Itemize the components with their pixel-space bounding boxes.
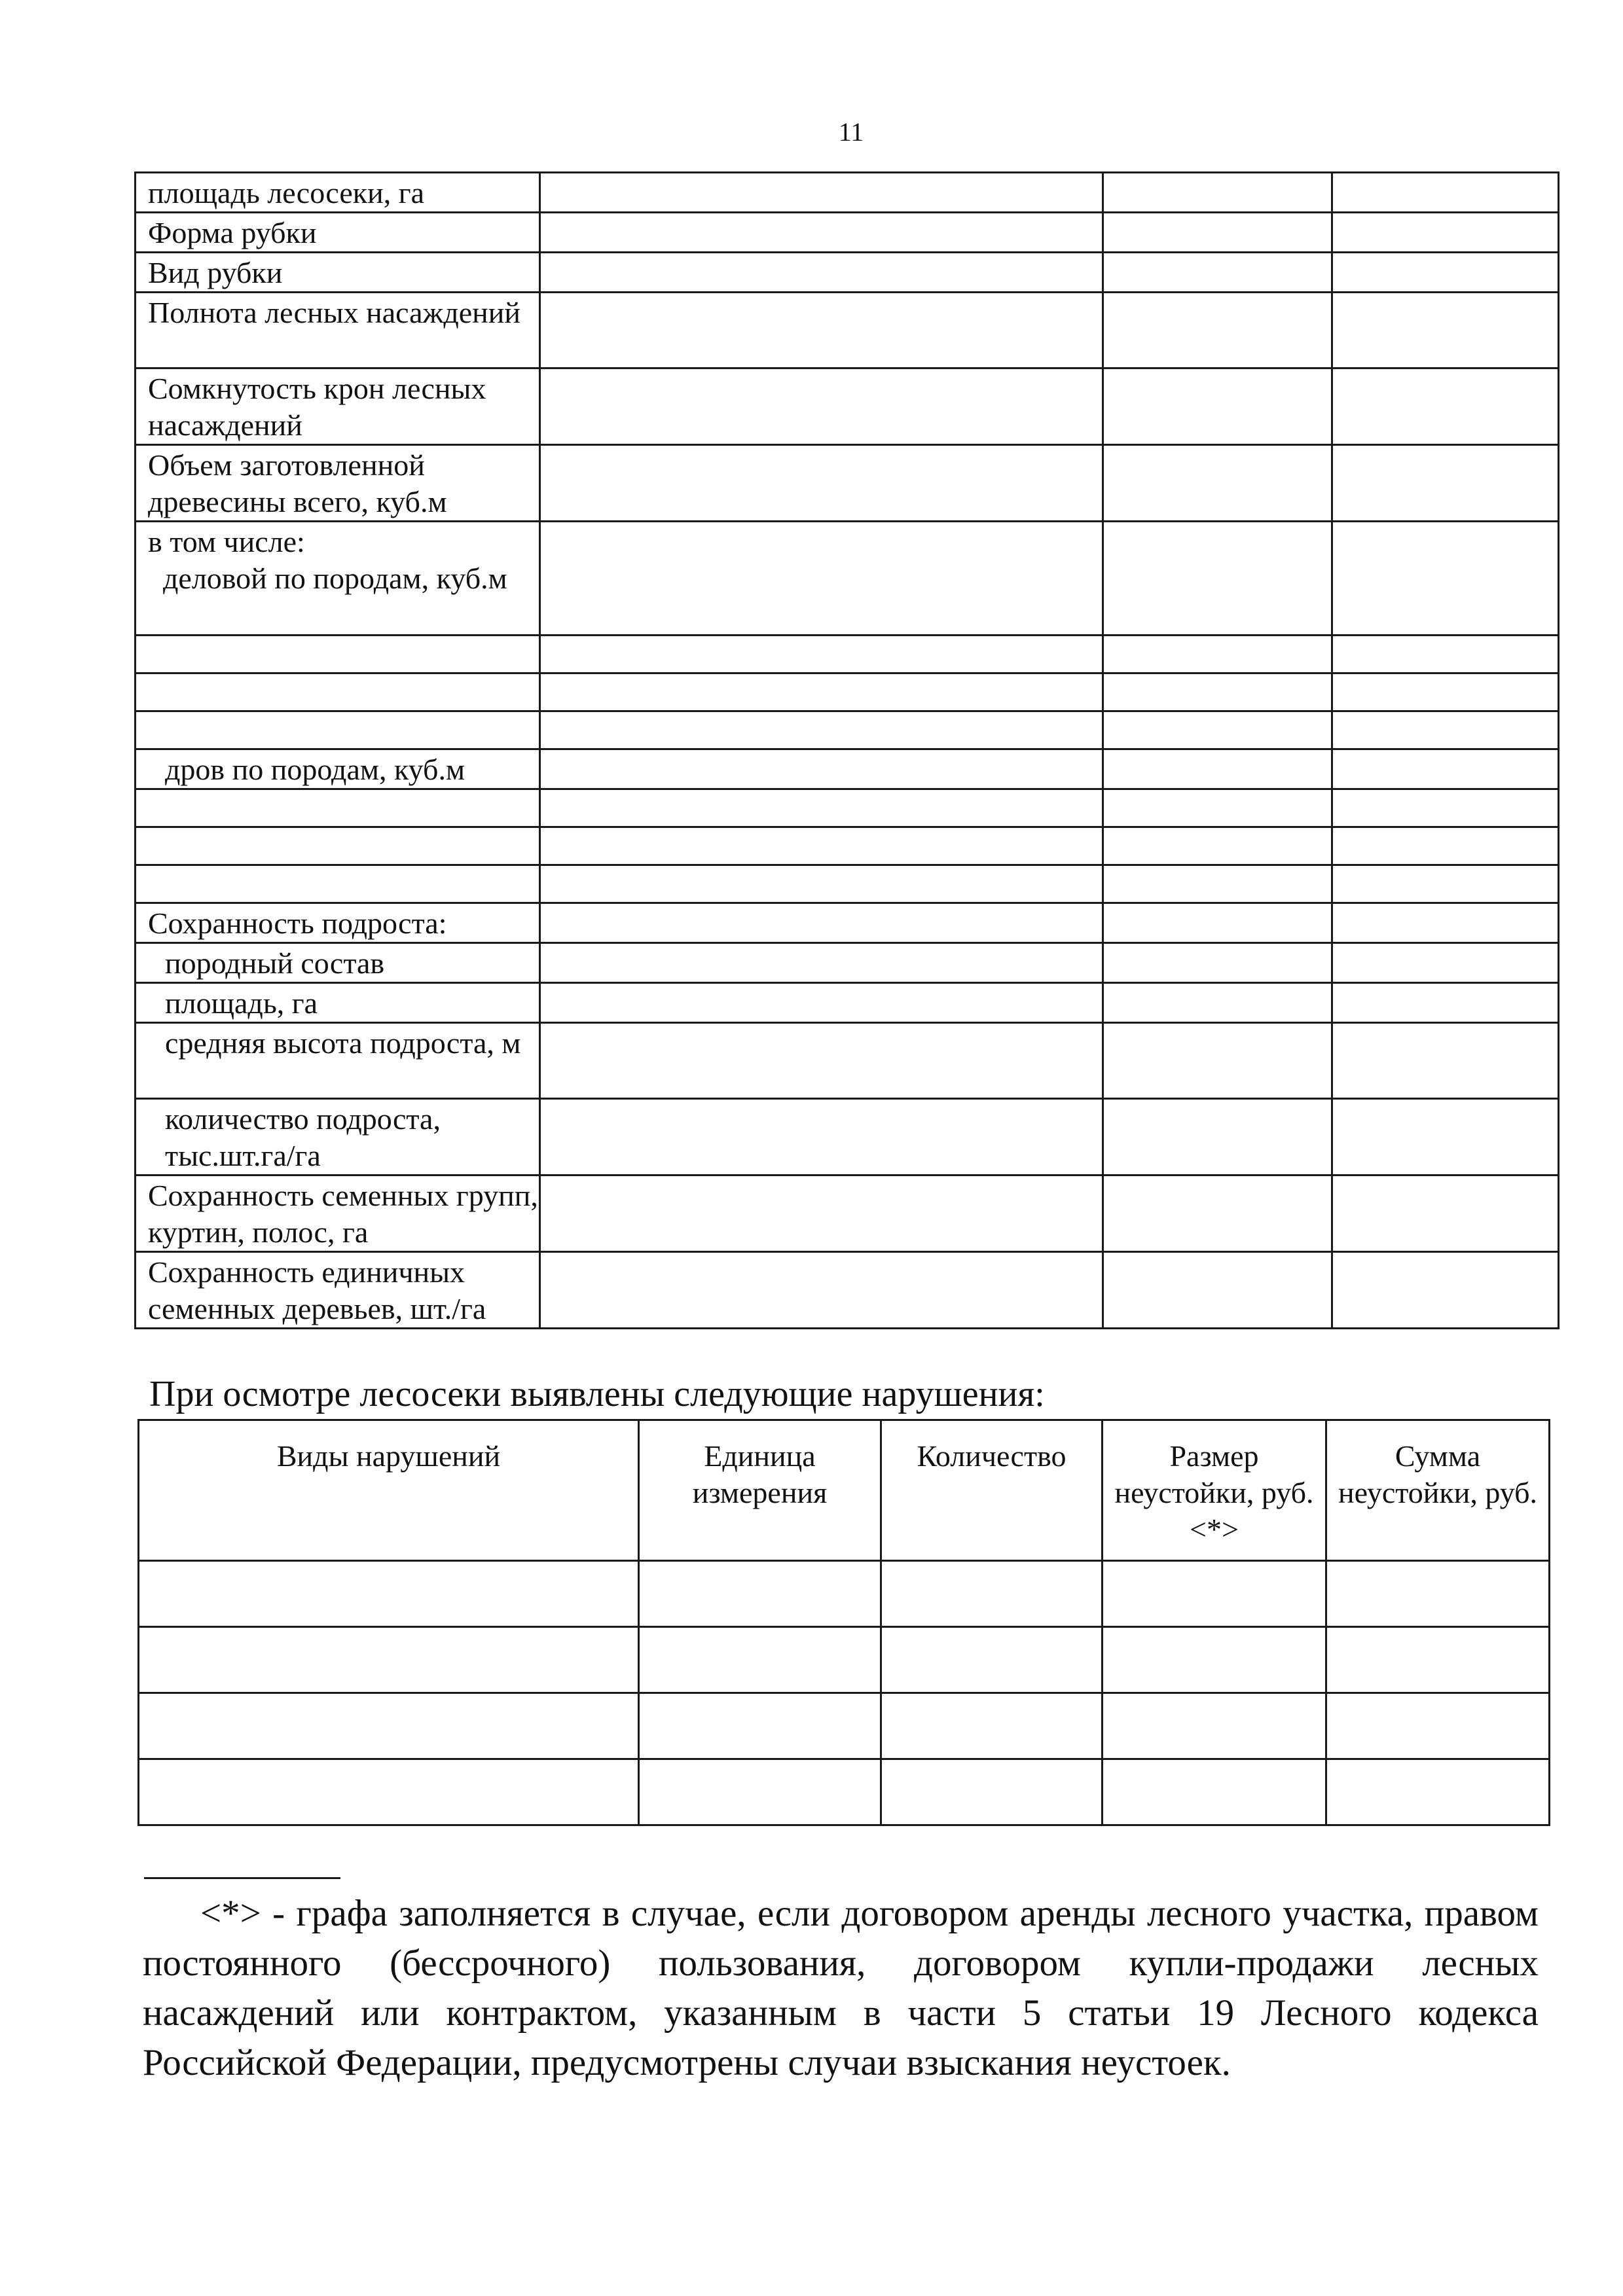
parameter-value-cell[interactable] <box>1332 522 1559 636</box>
violation-row <box>139 1561 1550 1627</box>
violation-cell[interactable] <box>1326 1693 1550 1759</box>
parameter-value-cell[interactable] <box>540 1023 1103 1099</box>
violation-row <box>139 1759 1550 1825</box>
parameter-label: породный состав <box>136 943 540 983</box>
parameter-row <box>136 213 1559 253</box>
parameter-row <box>136 1252 1559 1329</box>
violation-cell[interactable] <box>881 1561 1103 1627</box>
parameter-label: количество подроста, тыс.шт.га/га <box>136 1099 540 1175</box>
violation-cell[interactable] <box>639 1693 881 1759</box>
parameter-label: Форма рубки <box>136 213 540 253</box>
parameter-label <box>136 636 540 673</box>
parameter-value-cell[interactable] <box>1103 636 1332 673</box>
parameter-value-cell[interactable] <box>1103 865 1332 903</box>
parameter-value-cell[interactable] <box>1332 983 1559 1023</box>
parameter-row <box>136 1099 1559 1175</box>
violation-cell[interactable] <box>1103 1627 1326 1693</box>
violations-col-penalty-rate: Размер неустойки, руб. <*> <box>1103 1420 1326 1561</box>
parameter-value-cell[interactable] <box>540 636 1103 673</box>
violation-row <box>139 1693 1550 1759</box>
parameter-value-cell[interactable] <box>540 293 1103 368</box>
parameter-label <box>136 673 540 711</box>
violation-cell[interactable] <box>1326 1627 1550 1693</box>
parameter-value-cell[interactable] <box>1332 903 1559 943</box>
parameter-value-cell[interactable] <box>540 673 1103 711</box>
parameter-row <box>136 173 1559 213</box>
violations-heading: При осмотре лесосеки выявлены следующие нарушения: <box>149 1374 1045 1414</box>
violation-cell[interactable] <box>139 1759 639 1825</box>
parameter-row <box>136 673 1559 711</box>
violation-cell[interactable] <box>881 1759 1103 1825</box>
parameter-value-cell[interactable] <box>1103 789 1332 827</box>
parameter-value-cell[interactable] <box>1332 213 1559 253</box>
parameter-row <box>136 636 1559 673</box>
footnote-rule <box>144 1877 340 1879</box>
parameter-label: площадь, га <box>136 983 540 1023</box>
parameter-value-cell[interactable] <box>1103 711 1332 749</box>
parameter-value-cell[interactable] <box>540 943 1103 983</box>
parameter-row <box>136 253 1559 293</box>
violations-col-unit: Единица измерения <box>639 1420 881 1561</box>
parameter-label: Сомкнутость крон лесных насаждений <box>136 368 540 445</box>
parameter-label: Полнота лесных насаждений <box>136 293 540 368</box>
parameter-value-cell[interactable] <box>1103 1175 1332 1252</box>
parameter-row <box>136 827 1559 865</box>
parameter-label <box>136 711 540 749</box>
parameter-value-cell[interactable] <box>1103 1099 1332 1175</box>
parameter-label: Сохранность единичных семенных деревьев, шт./га <box>136 1252 540 1329</box>
parameter-value-cell[interactable] <box>1103 903 1332 943</box>
violation-cell[interactable] <box>1103 1561 1326 1627</box>
parameter-value-cell[interactable] <box>1332 943 1559 983</box>
parameter-value-cell[interactable] <box>540 749 1103 789</box>
parameter-value-cell[interactable] <box>1103 943 1332 983</box>
parameter-value-cell[interactable] <box>1332 827 1559 865</box>
parameter-value-cell[interactable] <box>540 711 1103 749</box>
parameter-row <box>136 1175 1559 1252</box>
parameters-table <box>134 171 1559 1329</box>
violations-col-quantity: Количество <box>881 1420 1103 1561</box>
parameter-value-cell[interactable] <box>1332 711 1559 749</box>
parameter-label: в том числе: деловой по породам, куб.м <box>136 522 540 636</box>
parameter-value-cell[interactable] <box>1332 865 1559 903</box>
parameter-value-cell[interactable] <box>540 1099 1103 1175</box>
parameter-value-cell[interactable] <box>540 789 1103 827</box>
parameter-value-cell[interactable] <box>1332 293 1559 368</box>
parameter-value-cell[interactable] <box>1103 1023 1332 1099</box>
violation-cell[interactable] <box>1103 1693 1326 1759</box>
violations-header-row <box>139 1420 1550 1561</box>
parameter-value-cell[interactable] <box>540 903 1103 943</box>
parameters-table-body <box>136 173 1559 1329</box>
parameter-label: Сохранность подроста: <box>136 903 540 943</box>
parameter-value-cell[interactable] <box>540 522 1103 636</box>
parameter-value-cell[interactable] <box>540 253 1103 293</box>
violation-cell[interactable] <box>139 1561 639 1627</box>
violations-table-body <box>139 1561 1550 1825</box>
footnote-text: <*> - графа заполняется в случае, если договором аренды лесного участка, правом постоянного (бессрочного) пользования, договором купли-продажи лесных насаждений или контрактом, указанным в части 5 статьи 19 Лесного кодекса Российской Федерации, предусмотрены случаи взыскания неустоек. <box>143 1893 1539 2083</box>
parameter-row <box>136 903 1559 943</box>
violation-cell[interactable] <box>639 1561 881 1627</box>
parameter-value-cell[interactable] <box>1103 253 1332 293</box>
parameter-value-cell[interactable] <box>1332 1252 1559 1329</box>
page-number: 11 <box>838 117 864 147</box>
parameter-value-cell[interactable] <box>1332 789 1559 827</box>
parameter-label: Сохранность семенных групп, куртин, полос, га <box>136 1175 540 1252</box>
parameter-row <box>136 368 1559 445</box>
parameter-value-cell[interactable] <box>1103 673 1332 711</box>
parameter-label <box>136 827 540 865</box>
parameter-label <box>136 865 540 903</box>
parameter-value-cell[interactable] <box>540 865 1103 903</box>
parameter-row <box>136 445 1559 522</box>
parameter-label: площадь лесосеки, га <box>136 173 540 213</box>
violation-cell[interactable] <box>1103 1759 1326 1825</box>
parameter-value-cell[interactable] <box>540 1175 1103 1252</box>
parameter-label: Объем заготовленной древесины всего, куб.м <box>136 445 540 522</box>
violation-cell[interactable] <box>139 1627 639 1693</box>
violation-cell[interactable] <box>881 1693 1103 1759</box>
parameter-value-cell[interactable] <box>1332 1099 1559 1175</box>
parameter-row <box>136 983 1559 1023</box>
parameter-value-cell[interactable] <box>540 368 1103 445</box>
parameter-row <box>136 522 1559 636</box>
parameter-value-cell[interactable] <box>1103 368 1332 445</box>
parameter-value-cell[interactable] <box>540 1252 1103 1329</box>
parameter-value-cell[interactable] <box>1103 293 1332 368</box>
parameter-value-cell[interactable] <box>1103 522 1332 636</box>
parameter-label: средняя высота подроста, м <box>136 1023 540 1099</box>
parameter-row <box>136 711 1559 749</box>
violation-cell[interactable] <box>639 1759 881 1825</box>
parameter-value-cell[interactable] <box>1103 827 1332 865</box>
violation-row <box>139 1627 1550 1693</box>
parameter-row <box>136 789 1559 827</box>
parameter-value-cell[interactable] <box>540 445 1103 522</box>
parameter-label: дров по породам, куб.м <box>136 749 540 789</box>
violation-cell[interactable] <box>1326 1759 1550 1825</box>
parameter-value-cell[interactable] <box>1332 636 1559 673</box>
violation-cell[interactable] <box>1326 1561 1550 1627</box>
parameter-row <box>136 1023 1559 1099</box>
parameter-value-cell[interactable] <box>1103 983 1332 1023</box>
parameter-label <box>136 789 540 827</box>
parameter-value-cell[interactable] <box>1332 1175 1559 1252</box>
parameter-row <box>136 865 1559 903</box>
parameter-value-cell[interactable] <box>1103 173 1332 213</box>
parameter-value-cell[interactable] <box>1103 445 1332 522</box>
parameter-value-cell[interactable] <box>540 983 1103 1023</box>
parameter-value-cell[interactable] <box>1332 1023 1559 1099</box>
parameter-row <box>136 293 1559 368</box>
parameter-value-cell[interactable] <box>1332 253 1559 293</box>
violation-cell[interactable] <box>139 1693 639 1759</box>
parameter-value-cell[interactable] <box>540 173 1103 213</box>
parameter-value-cell[interactable] <box>1103 1252 1332 1329</box>
parameter-value-cell[interactable] <box>1332 445 1559 522</box>
parameter-row <box>136 943 1559 983</box>
violations-col-type: Виды нарушений <box>139 1420 639 1561</box>
parameter-value-cell[interactable] <box>1332 173 1559 213</box>
parameter-value-cell[interactable] <box>1332 749 1559 789</box>
parameter-value-cell[interactable] <box>1332 673 1559 711</box>
parameter-row <box>136 749 1559 789</box>
parameter-value-cell[interactable] <box>1103 213 1332 253</box>
parameter-value-cell[interactable] <box>540 827 1103 865</box>
parameter-label: Вид рубки <box>136 253 540 293</box>
violation-cell[interactable] <box>639 1627 881 1693</box>
violation-cell[interactable] <box>881 1627 1103 1693</box>
violations-table <box>137 1419 1550 1826</box>
parameter-value-cell[interactable] <box>1332 368 1559 445</box>
parameter-value-cell[interactable] <box>540 213 1103 253</box>
parameter-value-cell[interactable] <box>1103 749 1332 789</box>
violations-col-penalty-sum: Сумма неустойки, руб. <box>1326 1420 1550 1561</box>
